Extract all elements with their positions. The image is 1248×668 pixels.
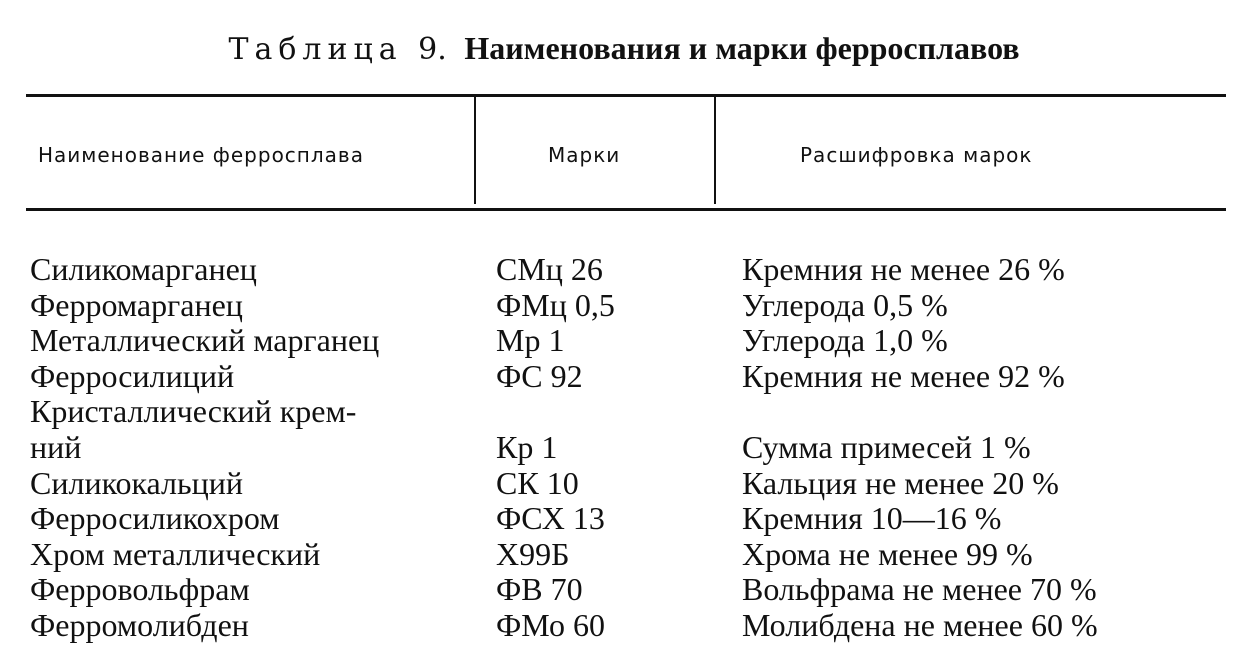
name-cell: Ферровольфрам <box>30 571 250 608</box>
mark-cell: СМц 26 <box>496 251 603 287</box>
table-top-rule <box>26 94 1226 97</box>
name-cell: Кристаллический крем- <box>30 393 357 430</box>
desc-cell: Вольфрама не менее 70 % <box>742 571 1097 608</box>
desc-cell: Кальция не менее 20 % <box>742 464 1059 501</box>
header-marks: Марки <box>548 143 621 167</box>
header-decoding: Расшифровка марок <box>800 143 1033 167</box>
desc-cell: Хрома не менее 99 % <box>742 535 1033 572</box>
table-row <box>0 430 1248 466</box>
name-cell: Металлический марганец <box>30 322 380 359</box>
mark-cell: Кр 1 <box>496 428 558 465</box>
header-divider-1 <box>474 96 476 204</box>
table-row <box>0 394 1248 430</box>
name-cell: Силикомарганец <box>30 251 257 287</box>
table-title-text: Наименования и марки ферросплавов <box>464 30 1020 66</box>
table-row <box>0 537 1248 573</box>
header-name: Наименование ферросплава <box>38 143 364 167</box>
table-row <box>0 323 1248 359</box>
table-title <box>0 30 1248 67</box>
table-title-label: Таблица <box>228 32 403 67</box>
name-cell: Силикокальций <box>30 464 243 501</box>
desc-cell: Кремния не менее 26 % <box>742 251 1065 287</box>
table-row <box>0 288 1248 324</box>
table-title-number: 9. <box>418 32 447 67</box>
table-row <box>0 466 1248 502</box>
name-cell: ний <box>30 428 82 465</box>
desc-cell: Молибдена не менее 60 % <box>742 606 1098 643</box>
mark-cell: ФС 92 <box>496 357 583 394</box>
desc-cell: Углерода 0,5 % <box>742 286 948 323</box>
desc-cell: Сумма примесей 1 % <box>742 428 1031 465</box>
table-row <box>0 608 1248 644</box>
name-cell: Ферросиликохром <box>30 500 280 537</box>
mark-cell: ФМо 60 <box>496 606 605 643</box>
name-cell: Хром металлический <box>30 535 321 572</box>
name-cell: Ферромолибден <box>30 606 249 643</box>
mark-cell: ФМц 0,5 <box>496 286 615 323</box>
desc-cell: Кремния 10—16 % <box>742 500 1002 537</box>
header-bottom-rule <box>26 208 1226 211</box>
name-cell: Ферромарганец <box>30 286 243 323</box>
name-cell: Ферросилиций <box>30 357 235 394</box>
desc-cell: Кремния не менее 92 % <box>742 357 1065 394</box>
mark-cell: Х99Б <box>496 535 570 572</box>
header-divider-2 <box>714 96 716 204</box>
table-row <box>0 359 1248 395</box>
mark-cell: Мр 1 <box>496 322 565 359</box>
mark-cell: СК 10 <box>496 464 579 501</box>
mark-cell: ФСХ 13 <box>496 500 605 537</box>
table-row <box>0 252 1248 288</box>
table-body <box>0 252 1248 644</box>
table-row <box>0 572 1248 608</box>
table-row <box>0 501 1248 537</box>
desc-cell: Углерода 1,0 % <box>742 322 948 359</box>
mark-cell: ФВ 70 <box>496 571 583 608</box>
